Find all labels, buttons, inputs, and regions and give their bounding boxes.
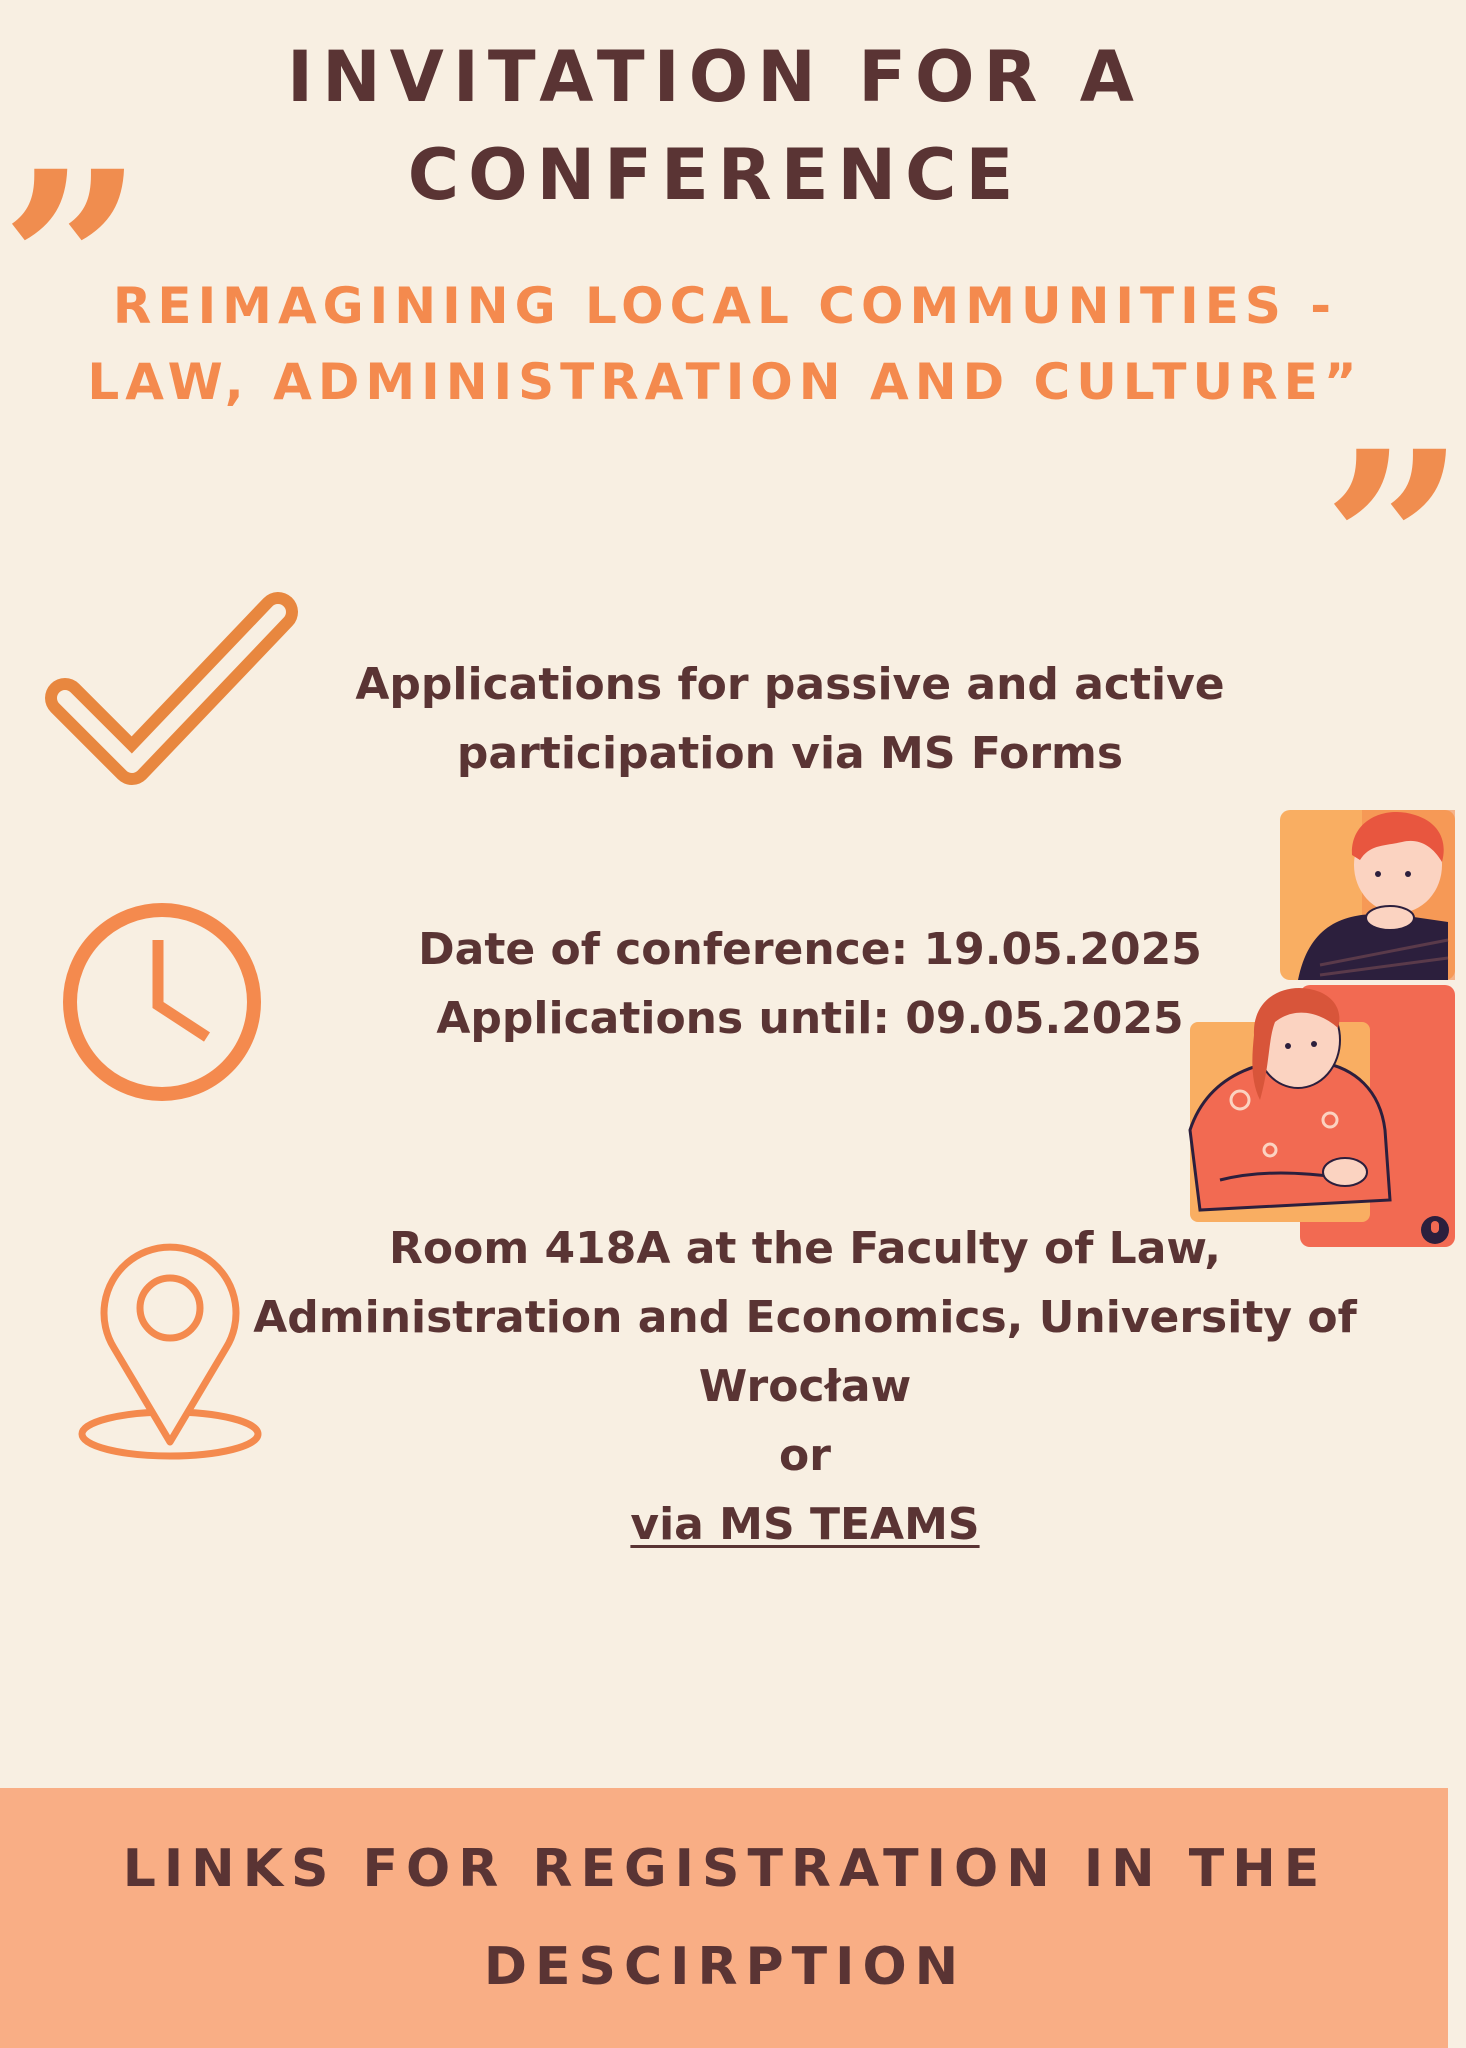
date-info xyxy=(390,915,1230,1053)
location-info xyxy=(225,1214,1385,1559)
applications-info: Applications for passive and active participation via MS Forms xyxy=(355,659,1225,779)
conference-subtitle: REIMAGINING LOCAL COMMUNITIES - LAW, ADMINISTRATION AND CULTURE” xyxy=(87,277,1363,411)
poster-title: INVITATION FOR A CONFERENCE xyxy=(287,36,1143,216)
registration-note: LINKS FOR REGISTRATION IN THE DESCIRPTION xyxy=(122,1839,1328,1997)
conference-date: Date of conference: 19.05.2025 xyxy=(418,924,1202,975)
check-icon xyxy=(40,580,300,800)
quote-left-icon: ” xyxy=(0,116,144,410)
applications-deadline: Applications until: 09.05.2025 xyxy=(436,993,1184,1044)
video-call-illustration xyxy=(1180,800,1448,1260)
room-address: Room 418A at the Faculty of Law, Administration and Economics, University of Wrocław xyxy=(253,1223,1357,1412)
ms-teams-link[interactable]: via MS TEAMS xyxy=(630,1499,980,1550)
quote-right-icon: ” xyxy=(1322,396,1466,690)
clock-icon xyxy=(55,895,270,1110)
or-separator: or xyxy=(779,1430,831,1481)
